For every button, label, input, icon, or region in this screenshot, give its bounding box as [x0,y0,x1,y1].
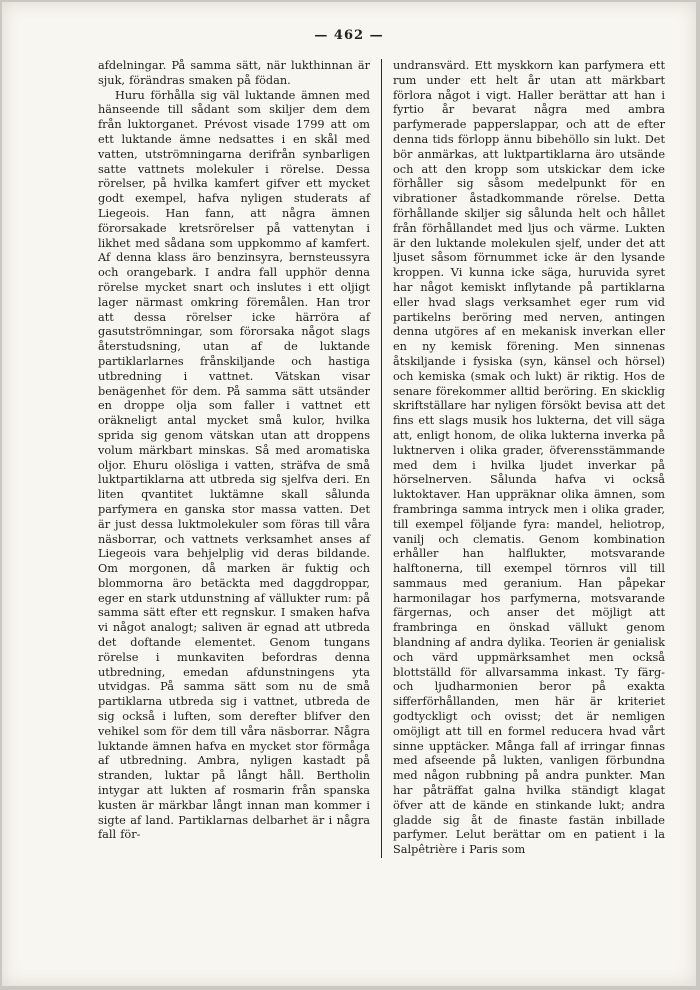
paragraph: undransvärd. Ett myskkorn kan parfymera ett rum under ett helt år utan att märkbart förlora något i vigt. Haller berättar att han i fyrtio år bevarat några med ambra parfymerade papperslappar, och att de efter denna tids förlopp ännu bibehöllo sin lukt. Det bör anmärkas, att luktpartiklarna äro utsände och att den kropp som utskickar dem icke förhåller sig såsom medelpunkt för en vibrationer åstadkommande rörelse. Detta förhållande skiljer sig sålunda helt och hållet från förhållandet med ljus och värme. Lukten är den luktande molekulen sjelf, under det att ljuset såsom förnummet icke är den lysande kroppen. Vi kunna icke säga, huruvida syret har något kemiskt inflytande på partiklarna eller hvad slags verksamhet eger rum vid partikelns beröring med nerven, antingen denna utgöres af en mekanisk inverkan eller en ny kemisk förening. Men sinnenas åtskiljande i fysiska (syn, känsel och hörsel) och kemiska (smak och lukt) är riktig. Hos de senare förekommer alltid beröring. En skicklig skriftställare har nyligen försökt bevisa att det fins ett slags musik hos lukterna, det vill säga att, enligt honom, de olika lukterna inverka på luktnerven i olika grader, öfverensstämmande med dem i hvilka ljudet inverkar på hörselnerven. Sålunda hafva vi också luktoktaver. Han uppräknar olika ämnen, som frambringa samma intryck men i olika grader, till exempel följande fyra: mandel, heliotrop, vanilj och clematis. Genom kombination erhåller han halflukter, motsvarande halftonerna, till exempel törnros vill till sammaus med geranium. Han påpekar harmonilagar hos parfymerna, motsvarande färgernas, och anser det möjligt att frambringa en önskad vällukt genom blandning af andra dylika. Teorien är genialisk och värd uppmärksamhet men också blottställd för allvarsamma inkast. Ty färg- och ljudharmonien beror på exakta sifferförhållanden, men här är kriteriet godtyckligt och ovisst; det är nemligen omöjligt att till en formel reducera hvad vårt sinne upptäcker. Många fall af irringar finnas med afseende på lukten, vanligen förbundna med någon rubbning på andra punkter. Man har påträffat galna hvilka ständigt klagat öfver att de kände en stinkande lukt; andra gladde sig åt de finaste fastän inbillade parfymer. Lelut berättar om en patient i la Salpêtrière i Paris som [393,59,665,857]
text-columns [98,59,668,858]
book-page [2,2,696,986]
left-column [98,59,381,858]
page-number: — 462 — [314,28,384,43]
paragraph: afdelningar. På samma sätt, när lukthinnan är sjuk, förändras smaken på födan. [98,59,370,87]
right-column [382,59,665,858]
paragraph: Huru förhålla sig väl luktande ämnen med hänseende till sådant som skiljer dem dem från luktorganet. Prévost visade 1799 att om ett luktande ämne nedsattes i en skål med vatten, utströmningarna derifrån synbarligen satte vattnets molekuler i rörelse. Dessa rörelser, på hvilka kamfert gifver ett mycket godt exempel, hafva nyligen studerats af Liegeois. Han fann, att några ämnen förorsakade kretsrörelser på vattenytan i likhet med sådana som uppkommo af kamfert. Af denna klass äro benzinsyra, bernsteussyra och orangebark. I andra fall upphör denna rörelse mycket snart och inslutes i ett oljigt lager närmast omkring föremålen. Han tror att dessa rörelser icke härröra af gasutströmningar, som förorsaka något slags återstudsning, utan af de luktande partiklarlarnes frånskiljande och hastiga utbredning i vattnet. Vätskan visar benägenhet för dem. På samma sätt utsänder en droppe olja som faller i vattnet ett oräkneligt antal mycket små kulor, hvilka sprida sig genom vätskan utan att droppens volum märkbart minskas. Så med aromatiska oljor. Ehuru olösliga i vatten, sträfva de små luktpartiklarna att utbreda sig sjelfva deri. En liten qvantitet luktämne skall sålunda parfymera en ganska stor massa vatten. Det är just dessa luktmolekuler som föras till våra näsborrar, och vattnets verksamhet anses af Liegeois vara behjelplig vid deras bildande. Om morgonen, då marken är fuktig och blommorna äro betäckta med daggdroppar, eger en stark utdunstning af vällukter rum: på samma sätt efter ett regnskur. I smaken hafva vi något analogt; saliven är egnad att utbreda det doftande elementet. Genom tungans rörelse i munkaviten befordras denna utbredning, emedan afdunstningens yta utvidgas. På samma sätt som nu de små partiklarna utbreda sig i vattnet, utbreda de sig också i luften, som derefter blifver den vehikel som för dem till våra näsborrar. Några luktande ämnen hafva en mycket stor förmåga af utbredning. Ambra, nyligen kastadt på stranden, luktar på långt håll. Bertholin intygar att lukten af rosmarin från spanska kusten är märkbar långt innan man kommer i sigte af land. Partiklarnas delbarhet är i några fall för- [98,88,370,842]
